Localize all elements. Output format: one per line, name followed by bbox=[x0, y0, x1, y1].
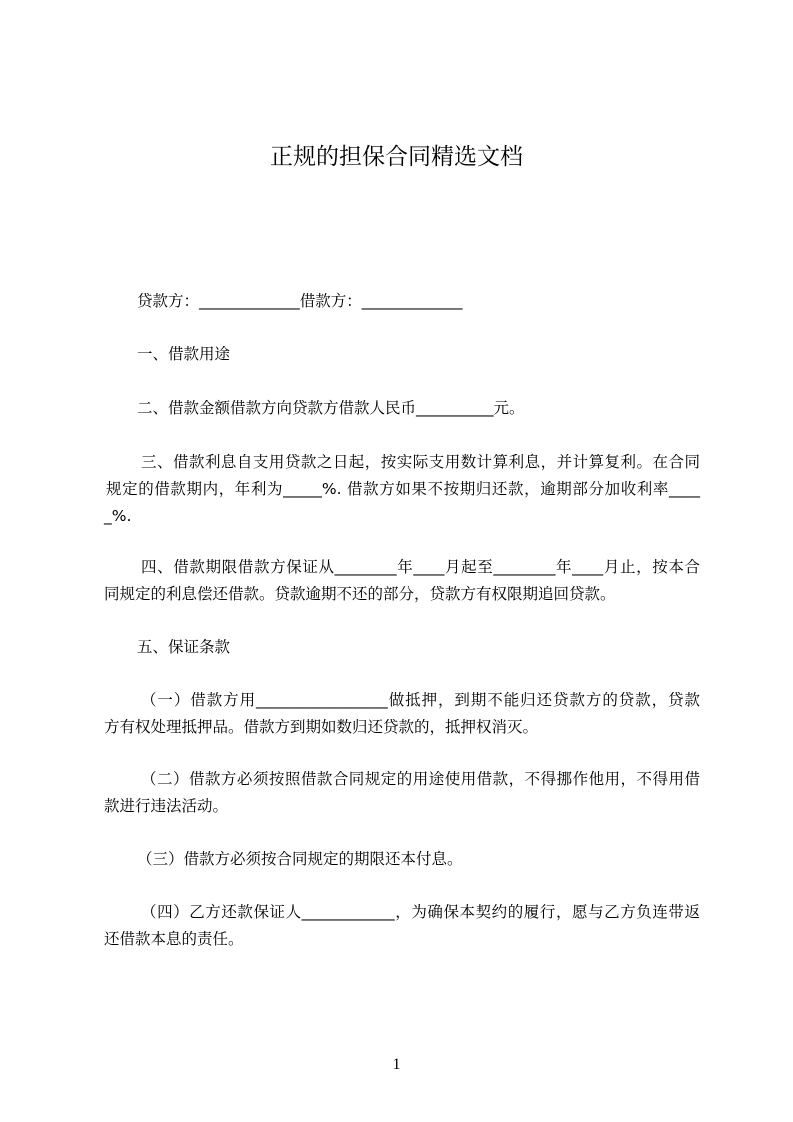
clause-interest-line-1: 三、借款利息自支用贷款之日起，按实际支用数计算利息，并计算复利。在合同 bbox=[141, 453, 700, 471]
page-number: 1 bbox=[392, 1056, 401, 1073]
document-title: 正规的担保合同精选文档 bbox=[270, 144, 523, 170]
guarantee-item-4-line-2: 还借款本息的责任。 bbox=[104, 930, 244, 948]
section-heading-guarantee-terms: 五、保证条款 bbox=[137, 638, 231, 656]
clause-loan-amount: 二、借款金额借款方向贷款方借款人民币__________元。 bbox=[137, 399, 525, 417]
guarantee-item-2-line-2: 款进行违法活动。 bbox=[104, 797, 229, 815]
clause-loan-term-line-1: 四、借款期限借款方保证从________年____月起至________年____月止，按本合 bbox=[141, 558, 700, 576]
clause-interest-line-2: 规定的借款期内，年利为_____%. 借款方如果不按期归还款，逾期部分加收利率____ bbox=[106, 480, 700, 498]
section-heading-loan-purpose: 一、借款用途 bbox=[137, 345, 231, 363]
guarantee-item-2-line-1: （二）借款方必须按照借款合同规定的用途使用借款，不得挪作他用，不得用借 bbox=[141, 770, 700, 788]
guarantee-item-4-line-1: （四）乙方还款保证人____________，为确保本契约的履行，愿与乙方负连带返 bbox=[141, 903, 700, 921]
guarantee-item-1-line-2: 方有权处理抵押品。借款方到期如数归还贷款的，抵押权消灭。 bbox=[104, 718, 539, 736]
guarantee-item-1-line-1: （一）借款方用_________________做抵押，到期不能归还贷款方的贷款，贷款 bbox=[141, 691, 700, 709]
guarantee-item-3: （三）借款方必须按合同规定的期限还本付息。 bbox=[137, 850, 463, 868]
parties-line: 贷款方：_____________借款方：_____________ bbox=[137, 292, 463, 310]
clause-interest-line-3: _%. bbox=[104, 507, 132, 525]
clause-loan-term-line-2: 同规定的利息偿还借款。贷款逾期不还的部分，贷款方有权限期追回贷款。 bbox=[104, 585, 616, 603]
